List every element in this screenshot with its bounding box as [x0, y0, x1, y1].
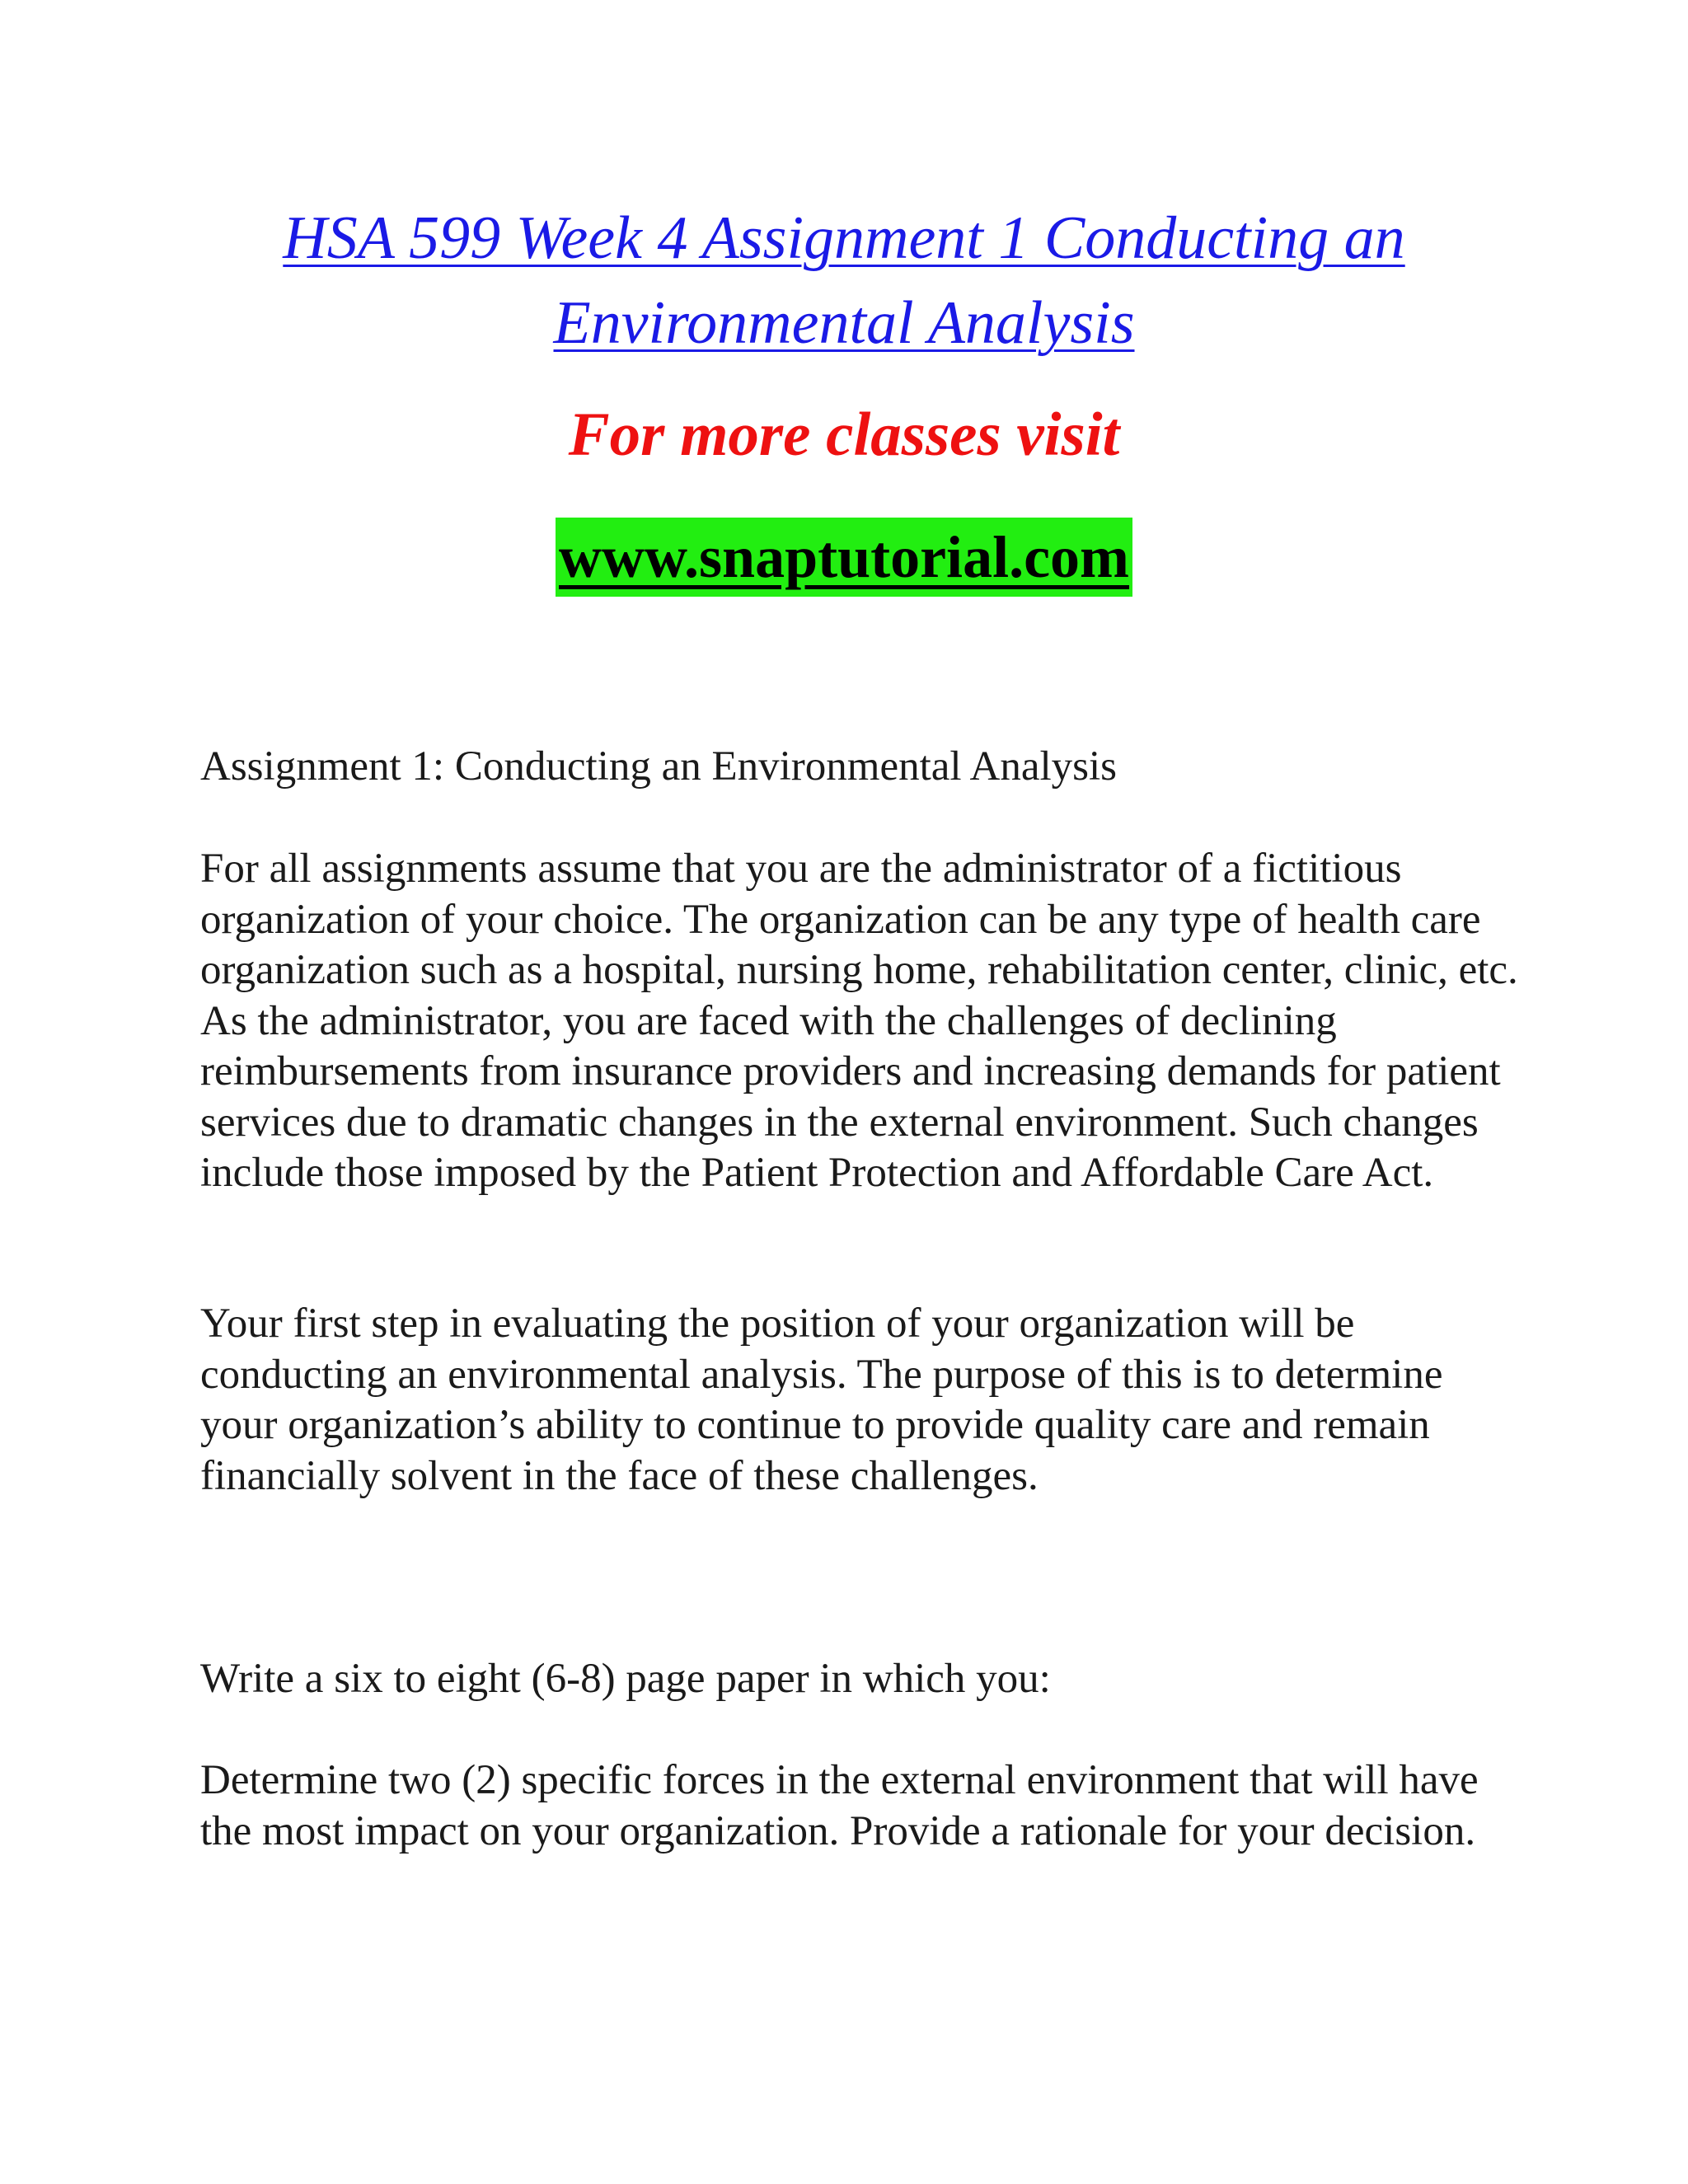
paragraph-instructions: For all assignments assume that you are the administrator of a fictitious organization of your choice. The organization can be any type of health care organization such as a hospital, nursing home, rehabilitation center, clinic, etc. As the administrator, you are faced with the challenges of declining reimbursements from insurance providers and increasing demands for patient services due to dramatic changes in the external environment. Such changes include those imposed by the Patient Protection and Affordable Care Act.	[200, 846, 1518, 1196]
website-link[interactable]: www.snaptutorial.com	[556, 518, 1132, 597]
paragraph-first-step: Your first step in evaluating the position of your organization will be conducting an environmental analysis. The purpose of this is to determine your organization’s ability to continue to provide quality care and remain financially solvent in the face of these challenges.	[200, 1301, 1443, 1499]
assignment-heading: Assignment 1: Conducting an Environmental Analysis	[200, 743, 1117, 790]
paragraph-paper-requirement: Write a six to eight (6-8) page paper in which you:	[200, 1656, 1051, 1702]
title-block	[0, 196, 1688, 366]
promo-text: For more classes visit	[568, 401, 1120, 469]
paragraph-determine-forces: Determine two (2) specific forces in the external environment that will have the most impact on your organization. Provide a rationale for your decision.	[200, 1757, 1479, 1854]
document-title-link[interactable]: HSA 599 Week 4 Assignment 1 Conducting an Environmental Analysis	[283, 204, 1405, 357]
url-wrapper	[0, 518, 1688, 597]
